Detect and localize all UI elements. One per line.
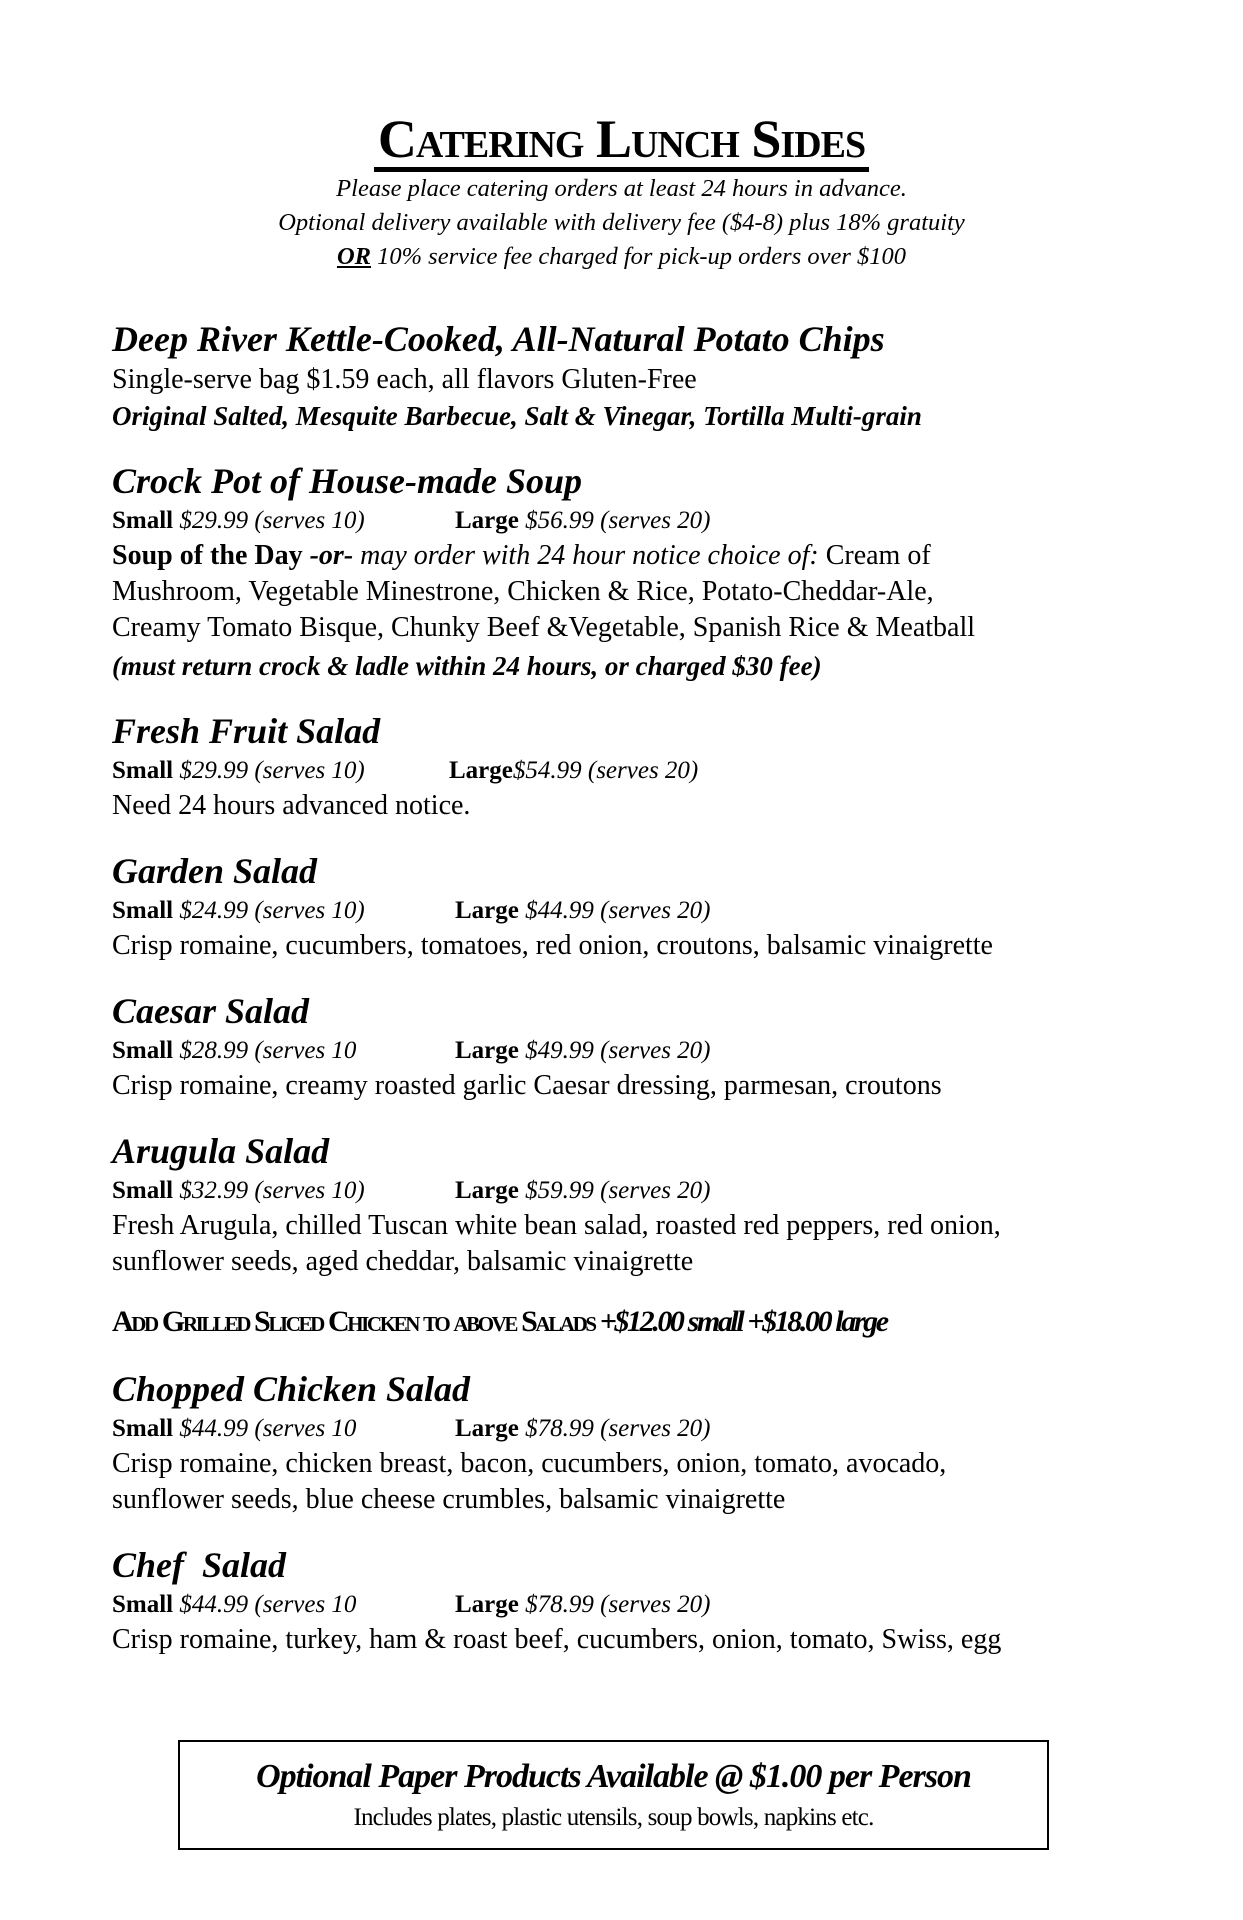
chef-title: Chef Salad <box>112 1545 287 1585</box>
intro-line-2: Optional delivery available with delivery fee ($4-8) plus 18% gratuity <box>278 209 965 236</box>
chopped-small-price: $44.99 (serves 10 <box>173 1415 357 1442</box>
arugula-small-label: Small <box>112 1177 174 1204</box>
caesar-large-label: Large <box>455 1037 519 1064</box>
arugula-small <box>112 1174 365 1208</box>
caesar-small-price: $28.99 (serves 10 <box>173 1037 357 1064</box>
garden-large <box>455 894 711 928</box>
soup-sizes <box>112 504 365 538</box>
soup-choice-line-1 <box>112 538 931 574</box>
paper-products-title: Optional Paper Products Available @ $1.00 per Person <box>256 1758 971 1795</box>
chopped-small-label: Small <box>112 1415 174 1442</box>
caesar-small <box>112 1034 356 1068</box>
caesar-description: Crisp romaine, creamy roasted garlic Caesar dressing, parmesan, croutons <box>112 1070 942 1101</box>
intro-line-1: Please place catering orders at least 24 hours in advance. <box>336 175 907 202</box>
chopped-large-price: $78.99 (serves 20) <box>518 1415 711 1442</box>
fruit-large-price: $54.99 (serves 20) <box>512 757 699 784</box>
paper-products-box <box>178 1740 1049 1850</box>
add-chicken-note <box>112 1302 887 1342</box>
chef-large-price: $78.99 (serves 20) <box>518 1591 711 1618</box>
soup-first-choice: Cream of <box>818 540 931 571</box>
fruit-description: Need 24 hours advanced notice. <box>112 790 471 821</box>
caesar-large <box>455 1034 711 1068</box>
soup-or-label: -or- <box>309 540 354 571</box>
soup-large <box>455 504 711 538</box>
caesar-title: Caesar Salad <box>112 991 310 1031</box>
chef-small-price: $44.99 (serves 10 <box>173 1591 357 1618</box>
garden-large-label: Large <box>455 897 519 924</box>
page-title <box>0 108 1243 172</box>
intro-line-3-rest: 10% service fee charged for pick-up orders over $100 <box>371 243 907 270</box>
arugula-title: Arugula Salad <box>112 1131 330 1171</box>
fruit-small <box>112 754 365 788</box>
chef-large-label: Large <box>455 1591 519 1618</box>
garden-small <box>112 894 365 928</box>
chopped-title: Chopped Chicken Salad <box>112 1369 471 1409</box>
intro-line-3 <box>0 240 1243 274</box>
chopped-large <box>455 1412 711 1446</box>
garden-large-price: $44.99 (serves 20) <box>518 897 711 924</box>
paper-products-description: Includes plates, plastic utensils, soup bowls, napkins etc. <box>353 1804 874 1831</box>
fruit-large <box>449 754 698 788</box>
fruit-small-label: Small <box>112 757 174 784</box>
arugula-description-2: sunflower seeds, aged cheddar, balsamic vinaigrette <box>112 1246 694 1277</box>
add-chicken-price: +$12.00 small +$18.00 large <box>594 1305 887 1338</box>
arugula-large <box>455 1174 711 1208</box>
fruit-large-label: Large <box>449 757 513 784</box>
or-emphasis: OR <box>336 243 372 270</box>
chef-description: Crisp romaine, turkey, ham & roast beef, cucumbers, onion, tomato, Swiss, egg <box>112 1624 1002 1655</box>
fruit-title: Fresh Fruit Salad <box>112 711 381 751</box>
chips-flavors: Original Salted, Mesquite Barbecue, Salt & Vinegar, Tortilla Multi-grain <box>112 401 922 431</box>
soup-large-price: $56.99 (serves 20) <box>518 507 711 534</box>
garden-small-price: $24.99 (serves 10) <box>173 897 365 924</box>
arugula-small-price: $32.99 (serves 10) <box>173 1177 365 1204</box>
soup-small-label: Small <box>112 507 174 534</box>
soup-small-price: $29.99 (serves 10) <box>173 507 365 534</box>
chef-large <box>455 1588 711 1622</box>
arugula-large-label: Large <box>455 1177 519 1204</box>
caesar-large-price: $49.99 (serves 20) <box>518 1037 711 1064</box>
garden-small-label: Small <box>112 897 174 924</box>
caesar-small-label: Small <box>112 1037 174 1064</box>
soup-return-note: (must return crock & ladle within 24 hours, or charged $30 fee) <box>112 651 822 681</box>
chef-small <box>112 1588 356 1622</box>
garden-description: Crisp romaine, cucumbers, tomatoes, red onion, croutons, balsamic vinaigrette <box>112 930 993 961</box>
page-title-text: Catering Lunch Sides <box>374 111 869 172</box>
soup-choice-line-3: Creamy Tomato Bisque, Chunky Beef &Vegetable, Spanish Rice & Meatball <box>112 612 976 643</box>
soup-large-label: Large <box>455 507 519 534</box>
chips-title: Deep River Kettle-Cooked, All-Natural Potato Chips <box>112 319 885 359</box>
chips-description: Single-serve bag $1.59 each, all flavors Gluten-Free <box>112 364 697 395</box>
soup-title: Crock Pot of House-made Soup <box>112 461 583 501</box>
fruit-small-price: $29.99 (serves 10) <box>173 757 365 784</box>
chopped-description-2: sunflower seeds, blue cheese crumbles, balsamic vinaigrette <box>112 1484 786 1515</box>
arugula-description-1: Fresh Arugula, chilled Tuscan white bean salad, roasted red peppers, red onion, <box>112 1210 1001 1241</box>
add-chicken-label: Add Grilled Sliced Chicken to above Salads <box>112 1305 595 1338</box>
soup-notice: may order with 24 hour notice choice of: <box>353 540 819 571</box>
garden-title: Garden Salad <box>112 851 318 891</box>
arugula-large-price: $59.99 (serves 20) <box>518 1177 711 1204</box>
chopped-description-1: Crisp romaine, chicken breast, bacon, cucumbers, onion, tomato, avocado, <box>112 1448 947 1479</box>
soup-choice-line-2: Mushroom, Vegetable Minestrone, Chicken & Rice, Potato-Cheddar-Ale, <box>112 576 934 607</box>
chef-small-label: Small <box>112 1591 174 1618</box>
soup-day-label: Soup of the Day <box>112 540 310 571</box>
chopped-small <box>112 1412 356 1446</box>
chopped-large-label: Large <box>455 1415 519 1442</box>
